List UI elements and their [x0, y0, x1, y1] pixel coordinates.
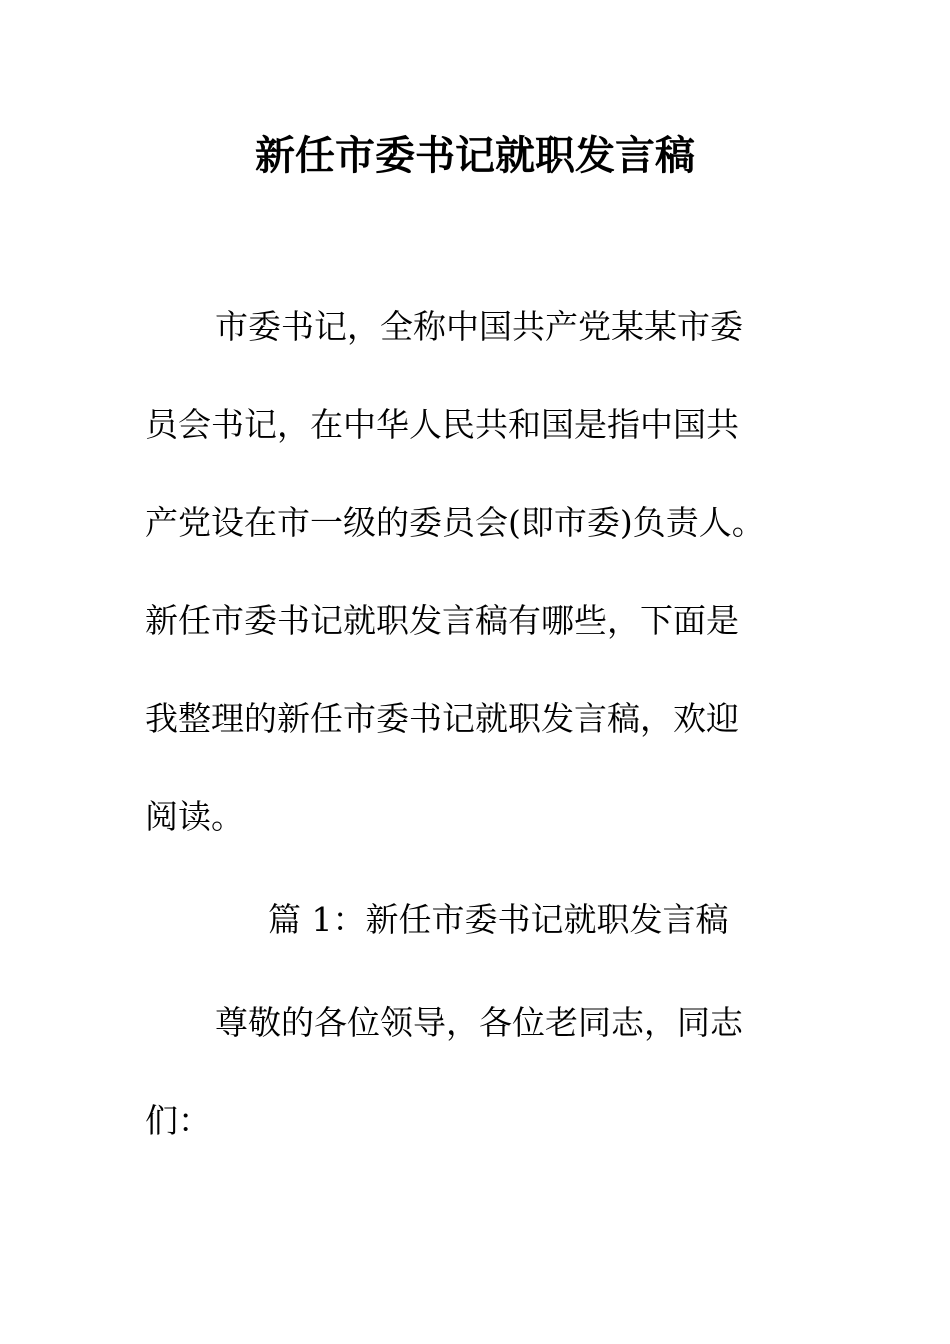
- greeting-line: 尊敬的各位领导，各位老同志，同志: [215, 1003, 743, 1042]
- intro-line: 员会书记，在中华人民共和国是指中国共: [145, 405, 739, 444]
- intro-line: 阅读。: [145, 797, 244, 836]
- intro-line: 新任市委书记就职发言稿有哪些，下面是: [145, 601, 739, 640]
- document-title: 新任市委书记就职发言稿: [255, 133, 695, 179]
- intro-line: 产党设在市一级的委员会(即市委)负责人。: [145, 503, 765, 542]
- section-heading: 篇 1：新任市委书记就职发言稿: [268, 900, 729, 939]
- intro-line: 市委书记，全称中国共产党某某市委: [215, 307, 743, 346]
- intro-line: 我整理的新任市委书记就职发言稿，欢迎: [145, 699, 739, 738]
- greeting-line: 们：: [145, 1101, 211, 1140]
